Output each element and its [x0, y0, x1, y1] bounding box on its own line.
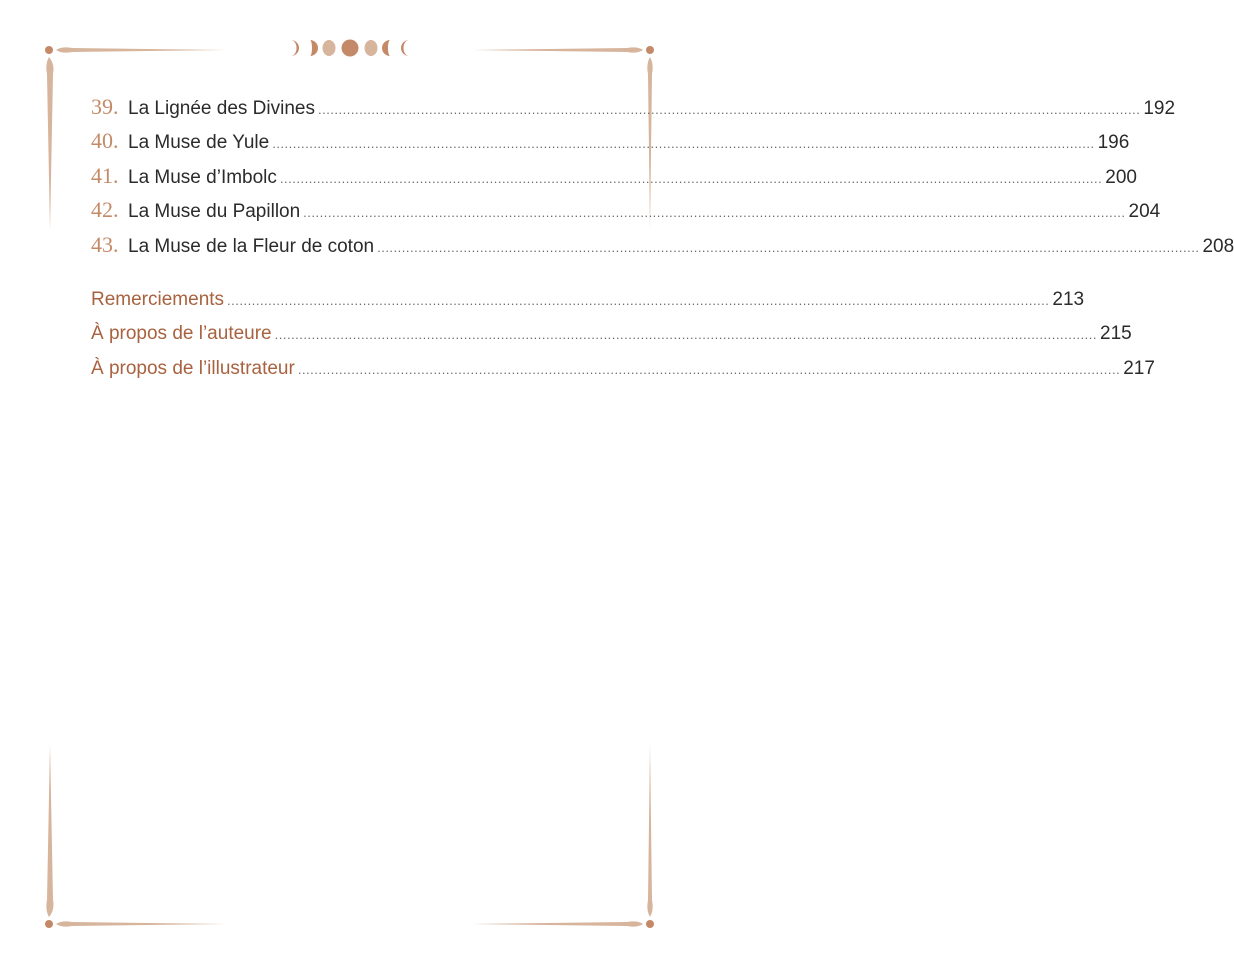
last-quarter-icon	[382, 40, 390, 56]
entry-title: À propos de l’illustrateur	[91, 357, 295, 379]
toc-back-matter-entry[interactable]	[91, 283, 1085, 317]
dot-leader: ........................................................................................................................................................................................................	[274, 327, 1097, 343]
page-number: 204	[1128, 201, 1161, 223]
entry-title: La Muse du Papillon	[128, 201, 301, 223]
entry-title: Remerciements	[91, 288, 225, 310]
dot-leader: ........................................................................................................................................................................................................	[272, 136, 1095, 152]
page-number: 196	[1097, 132, 1130, 154]
page-number: 200	[1105, 166, 1137, 188]
full-moon-icon	[342, 40, 359, 57]
chapter-list	[91, 90, 1234, 262]
page-number: 213	[1052, 288, 1085, 310]
dot-leader: ........................................................................................................................................................................................................	[303, 205, 1126, 221]
page-number: 192	[1143, 98, 1176, 119]
dot-leader: ........................................................................................................................................................................................................	[297, 361, 1121, 377]
chapter-number: 43.	[91, 231, 119, 257]
waxing-crescent-icon	[291, 40, 299, 56]
toc-chapter-entry[interactable]	[91, 159, 1137, 193]
toc-chapter-entry[interactable]	[91, 193, 1161, 227]
page-number: 208	[1202, 235, 1234, 257]
table-of-contents	[91, 90, 1234, 386]
chapter-number: 40.	[91, 128, 119, 154]
toc-chapter-entry[interactable]	[91, 124, 1130, 158]
toc-back-matter-entry[interactable]	[91, 317, 1132, 351]
chapter-number: 39.	[91, 94, 119, 119]
back-matter-list	[91, 283, 1155, 386]
moon-phases-ornament	[291, 40, 409, 57]
dot-leader: ........................................................................................................................................................................................................	[317, 102, 1141, 117]
corner-ornament-bottom-right	[472, 744, 654, 928]
page-number: 215	[1100, 323, 1132, 345]
dot-leader: ........................................................................................................................................................................................................	[377, 239, 1200, 255]
first-quarter-icon	[310, 40, 318, 56]
page-number: 217	[1123, 357, 1155, 379]
chapter-number: 41.	[91, 162, 119, 188]
entry-title: À propos de l’auteure	[91, 323, 272, 345]
entry-title: La Muse de la Fleur de coton	[128, 235, 375, 257]
entry-title: La Muse de Yule	[128, 132, 270, 154]
waxing-gibbous-icon	[323, 40, 336, 56]
toc-back-matter-entry[interactable]	[91, 352, 1155, 386]
dot-leader: ........................................................................................................................................................................................................	[227, 292, 1050, 308]
corner-ornament-bottom-left	[45, 744, 226, 928]
chapter-number: 42.	[91, 197, 119, 223]
entry-title: La Lignée des Divines	[128, 98, 315, 119]
dot-leader: ........................................................................................................................................................................................................	[279, 170, 1103, 186]
entry-title: La Muse d’Imbolc	[128, 166, 277, 188]
toc-chapter-entry[interactable]	[91, 228, 1234, 262]
waning-crescent-icon	[401, 40, 409, 56]
toc-chapter-entry[interactable]	[91, 90, 1176, 124]
section-gap	[91, 262, 608, 283]
waning-gibbous-icon	[365, 40, 378, 56]
